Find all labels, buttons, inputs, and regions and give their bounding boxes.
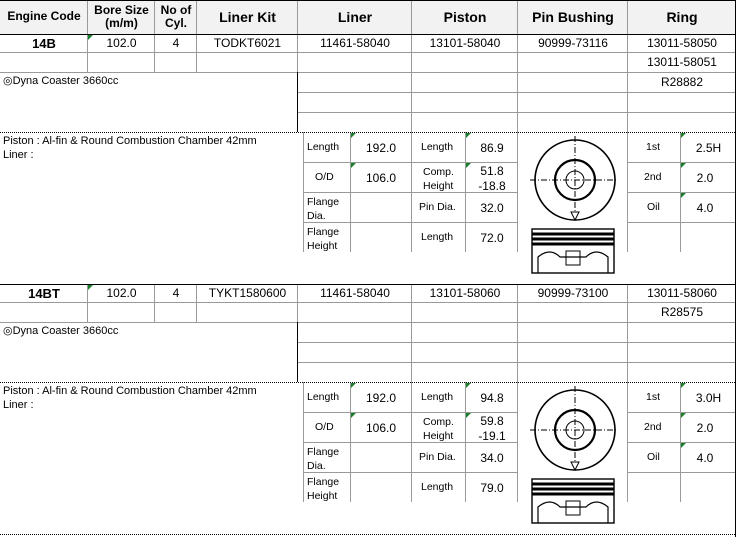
ring-number: 13011-58051	[647, 55, 717, 69]
liner-length-label: Length	[307, 391, 340, 403]
piston-length2-value: 72.0	[480, 231, 504, 245]
comment-indicator	[681, 413, 686, 418]
piston-length-value: 94.8	[480, 391, 504, 405]
liner-note: Liner :	[3, 149, 34, 161]
engine-code: 14BT	[28, 286, 60, 301]
application-text: ◎Dyna Coaster 3660cc	[3, 75, 119, 87]
comment-indicator	[466, 383, 471, 388]
comment-indicator	[681, 163, 686, 168]
pin-bushing-number: 90999-73100	[537, 286, 609, 300]
liner-od-value: 106.0	[365, 421, 397, 435]
comment-indicator	[351, 413, 356, 418]
cylinder-count: 4	[172, 286, 180, 300]
ring-first-value: 2.5H	[695, 141, 722, 155]
liner-flange-height-label: Flange Height	[307, 476, 340, 503]
liner-kit-number: TODKT6021	[213, 36, 282, 50]
ring-oil-value: 4.0	[696, 451, 714, 465]
cylinder-count: 4	[172, 36, 180, 50]
piston-number: 13101-58060	[429, 286, 501, 300]
ring-second-value: 2.0	[696, 421, 714, 435]
comment-indicator	[681, 383, 686, 388]
ring-oil-value: 4.0	[696, 201, 714, 215]
comment-indicator	[351, 383, 356, 388]
piston-comp-height-value: 51.8	[480, 164, 504, 178]
comment-indicator	[681, 133, 686, 138]
liner-od-label: O/D	[315, 171, 334, 183]
ring-second-label: 2nd	[644, 171, 662, 183]
piston-top-view-icon	[528, 386, 620, 474]
comment-indicator	[681, 193, 686, 198]
comment-indicator	[351, 163, 356, 168]
bore-size: 102.0	[106, 36, 137, 50]
piston-length-value: 86.9	[480, 141, 504, 155]
comment-indicator	[681, 443, 686, 448]
piston-pin-dia-value: 32.0	[480, 201, 504, 215]
liner-flange-height-label: Flange Height	[307, 226, 340, 253]
piston-comp-tolerance: -18.8	[478, 179, 506, 193]
piston-length-label: Length	[421, 141, 454, 153]
liner-od-value: 106.0	[365, 171, 397, 185]
piston-comp-height-label: Comp. Height	[423, 166, 454, 193]
ring-first-label: 1st	[646, 141, 661, 153]
ring-second-value: 2.0	[696, 171, 714, 185]
piston-comp-tolerance: -19.1	[478, 429, 506, 443]
ring-first-value: 3.0H	[695, 391, 722, 405]
piston-description: Piston : Al-fin & Round Combustion Chamber 42mm	[3, 385, 257, 397]
liner-od-label: O/D	[315, 421, 334, 433]
header-pin-bushing: Pin Bushing	[532, 9, 614, 25]
piston-pin-dia-label: Pin Dia.	[419, 201, 456, 213]
liner-flange-dia-label: Flange Dia.	[307, 196, 340, 223]
piston-length2-label: Length	[421, 231, 454, 243]
header-ring: Ring	[666, 9, 698, 25]
piston-top-view-icon	[528, 136, 620, 224]
ring-number: 13011-58050	[647, 36, 717, 50]
liner-note: Liner :	[3, 399, 34, 411]
piston-length2-label: Length	[421, 481, 454, 493]
application-text: ◎Dyna Coaster 3660cc	[3, 325, 119, 337]
ring-first-label: 1st	[646, 391, 661, 403]
liner-kit-number: TYKT1580600	[208, 286, 287, 300]
ring-oil-label: Oil	[647, 201, 660, 213]
piston-description: Piston : Al-fin & Round Combustion Chamber 42mm	[3, 135, 257, 147]
header-liner: Liner	[337, 9, 373, 25]
liner-number: 11461-58040	[320, 36, 390, 50]
piston-pin-dia-value: 34.0	[480, 451, 504, 465]
liner-length-value: 192.0	[365, 141, 397, 155]
bore-size: 102.0	[106, 286, 137, 300]
ring-oil-label: Oil	[647, 451, 660, 463]
piston-pin-dia-label: Pin Dia.	[419, 451, 456, 463]
header-liner-kit: Liner Kit	[219, 9, 276, 25]
ring-number: 13011-58060	[647, 286, 717, 300]
engine-code: 14B	[32, 36, 56, 51]
comment-indicator	[466, 133, 471, 138]
liner-number: 11461-58040	[320, 286, 390, 300]
piston-comp-height-label: Comp. Height	[423, 416, 454, 443]
header-engine-code: Engine Code	[7, 9, 81, 24]
piston-number: 13101-58040	[429, 36, 501, 50]
liner-length-value: 192.0	[365, 391, 397, 405]
liner-flange-dia-label: Flange Dia.	[307, 446, 340, 473]
piston-side-view-icon	[530, 477, 616, 527]
header-piston: Piston	[443, 9, 487, 25]
piston-length2-value: 79.0	[480, 481, 504, 495]
ring-number: R28575	[660, 305, 704, 319]
header-bore-size: Bore Size (m/m)	[94, 2, 149, 30]
liner-length-label: Length	[307, 141, 340, 153]
piston-side-view-icon	[530, 227, 616, 277]
piston-length-label: Length	[421, 391, 454, 403]
ring-number: R28882	[660, 75, 704, 89]
ring-second-label: 2nd	[644, 421, 662, 433]
comment-indicator	[351, 133, 356, 138]
header-no-of-cyl: No of Cyl.	[160, 2, 192, 30]
pin-bushing-number: 90999-73116	[538, 36, 608, 50]
piston-comp-height-value: 59.8	[480, 414, 504, 428]
